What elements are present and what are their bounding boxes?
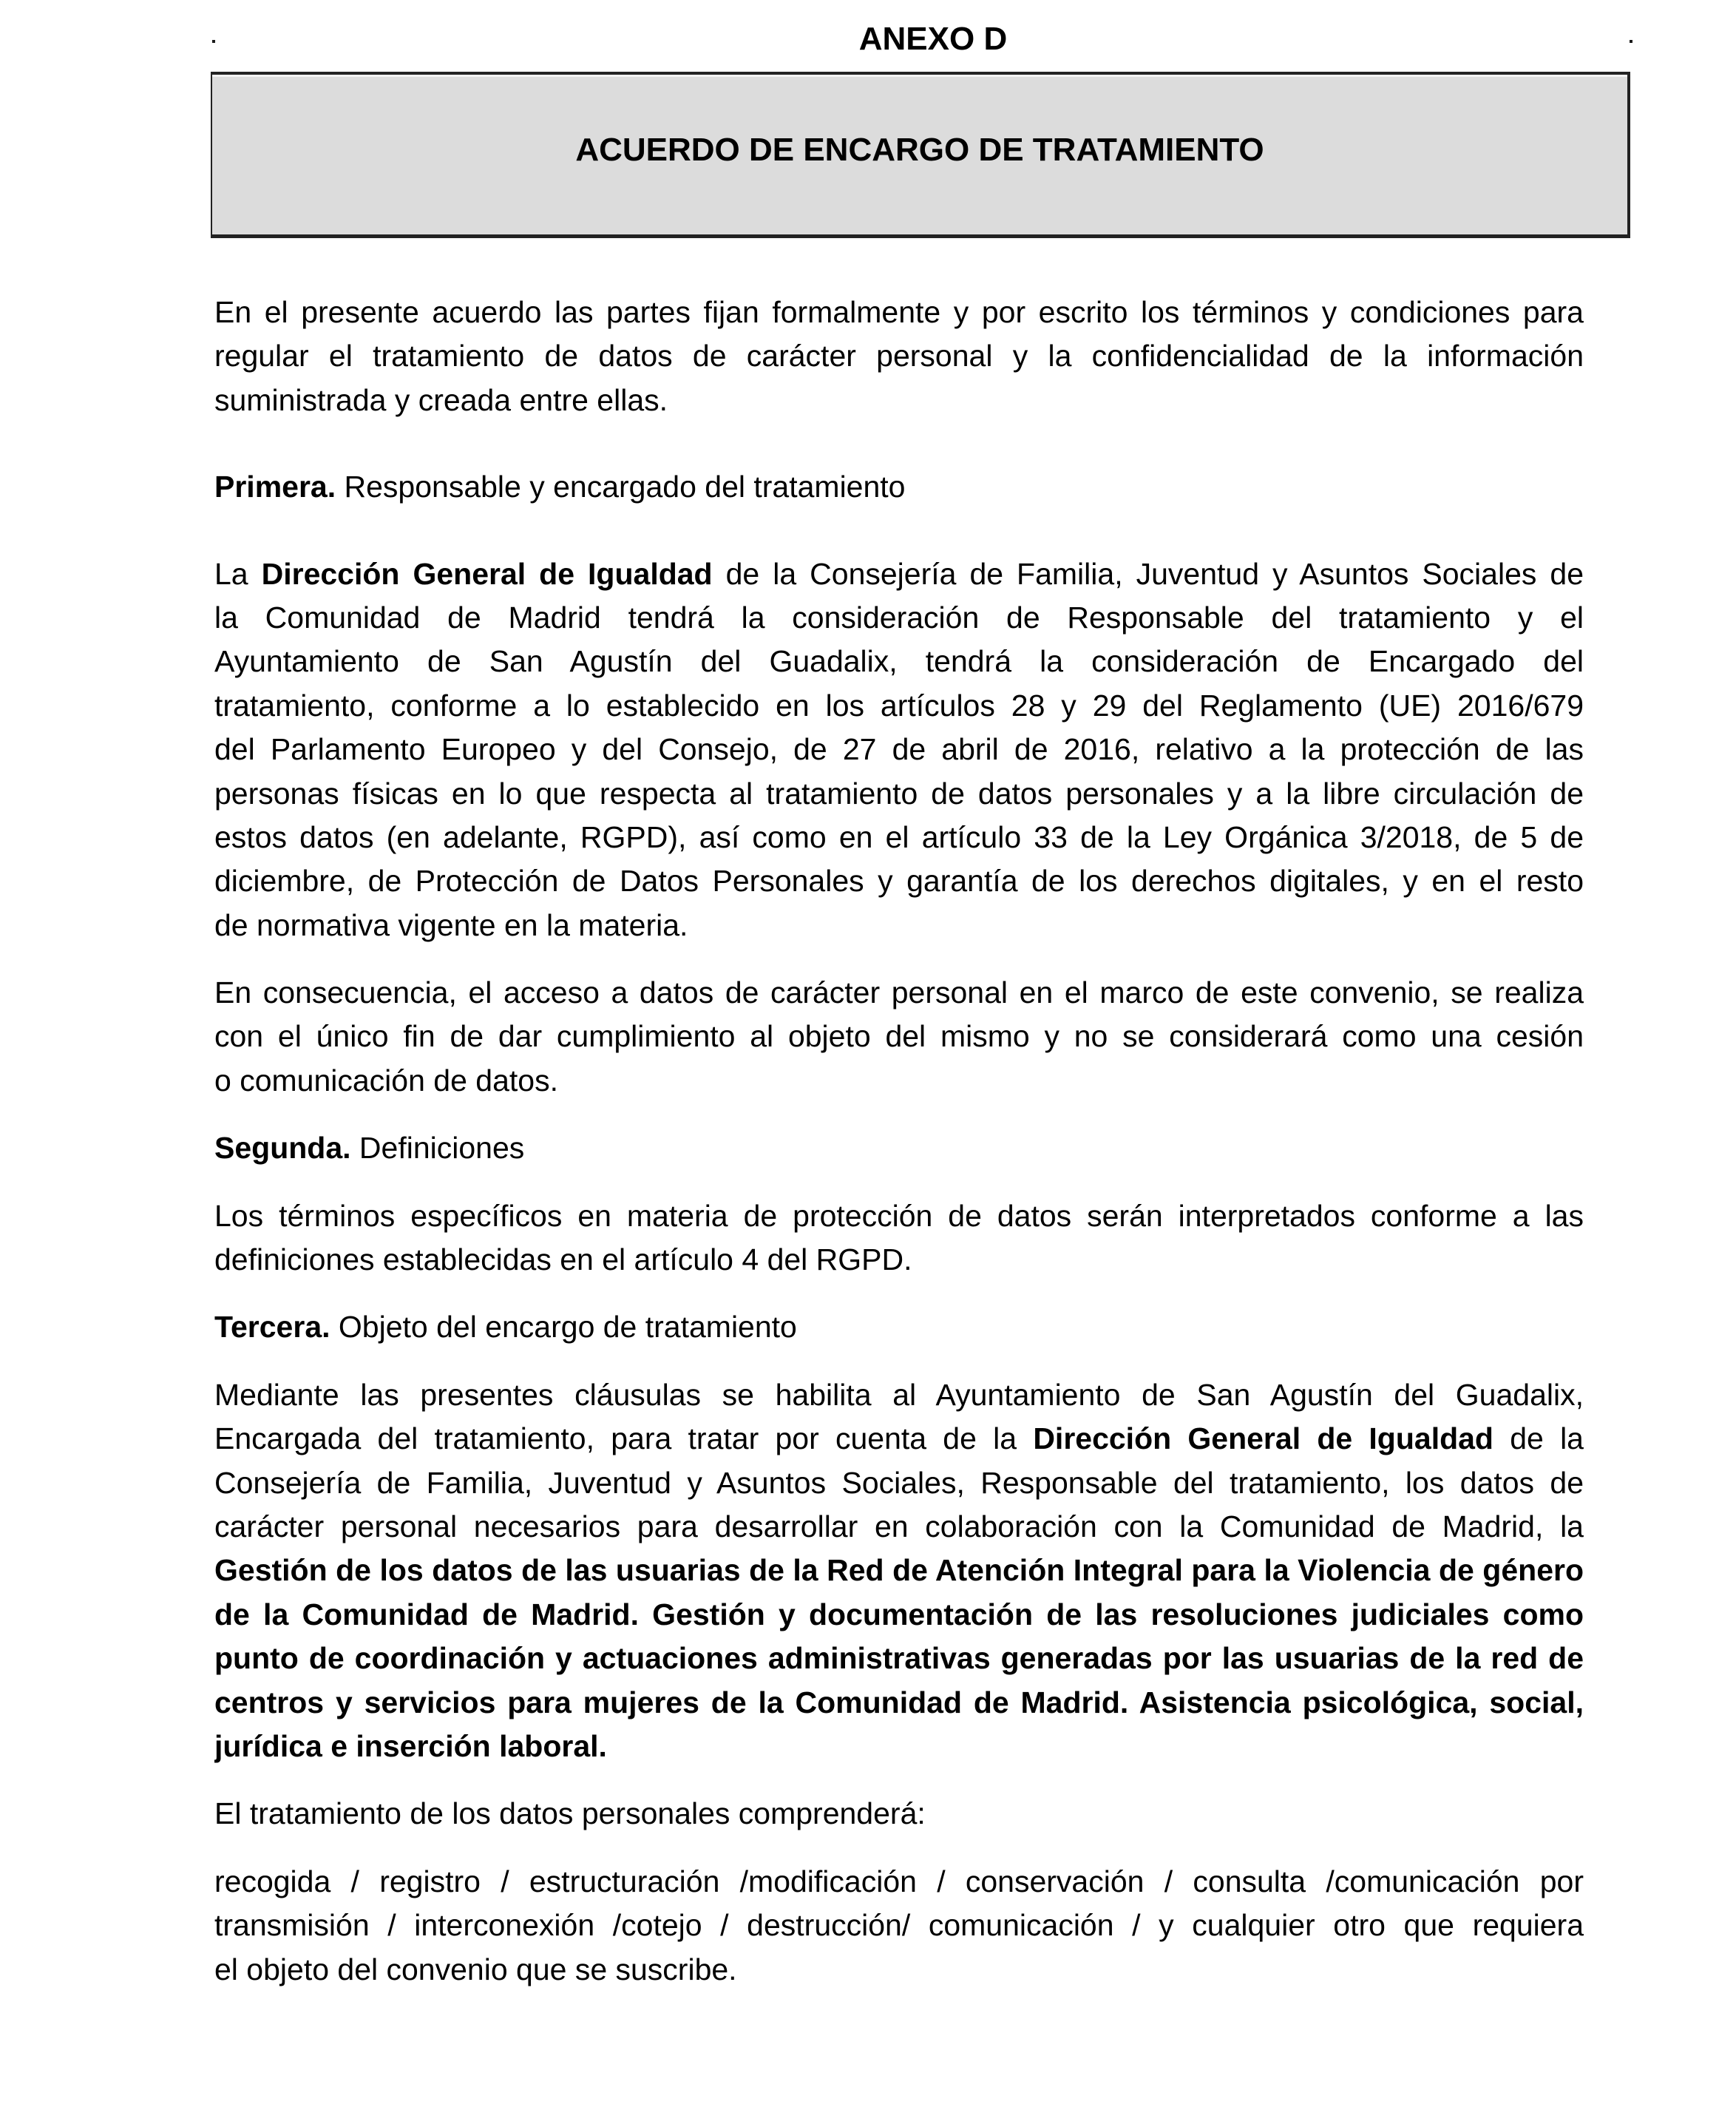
clause-number: Segunda. [214,1131,351,1166]
paragraph-spacer [214,1836,1584,1860]
clause-heading [214,1126,1584,1170]
text-line [214,379,1584,422]
text-line [214,552,1584,596]
text-line [214,1015,1584,1058]
text-line [214,904,1584,947]
bold-text: jurídica e inserción laboral. [214,1728,607,1763]
text-line [214,728,1584,771]
text-run: En el presente acuerdo las partes fijan formalmente y por escrito los términos y condiciones para [214,295,1584,329]
text-run: con el único fin de dar cumplimiento al objeto del mismo y no se considerará como una cesión [214,1019,1584,1054]
text-line [214,1860,1584,1904]
text-line [214,334,1584,378]
text-run: carácter personal necesarios para desarrollar en colaboración con la Comunidad de Madrid, la [214,1509,1584,1543]
bold-text: de la Comunidad de Madrid. Gestión y documentación de las resoluciones judiciales como [214,1597,1584,1631]
text-line [214,291,1584,334]
intro-paragraph [214,291,1584,422]
text-run: la Comunidad de Madrid tendrá la consideración de Responsable del tratamiento y el [214,600,1584,635]
text-run: Encargada del tratamiento, para tratar por cuenta de la [214,1421,1034,1456]
text-line [214,1059,1584,1103]
clause-number: Tercera. [214,1310,330,1345]
text-line [214,816,1584,859]
text-run: de la Consejería de Familia, Juventud y Asuntos Sociales de [712,556,1584,591]
clause-title: Definiciones [350,1131,525,1166]
text-line [214,971,1584,1015]
text-run: El tratamiento de los datos personales comprenderá: [214,1796,926,1831]
text-line [214,1725,1584,1768]
annex-label: ANEXO D [858,21,1008,57]
clause-paragraph [214,1373,1584,1769]
document-body [214,291,1584,1992]
text-run: transmisión / interconexión /cotejo / destrucción/ comunicación / y cualquier otro que requiera [214,1908,1584,1943]
text-run: el objeto del convenio que se suscribe. [214,1952,737,1986]
paragraph-spacer [214,1768,1584,1792]
text-line [214,1417,1584,1461]
text-run: recogida / registro / estructuración /modificación / conservación / consulta /comunicación por [214,1864,1584,1898]
text-line [214,1681,1584,1725]
bold-text: centros y servicios para mujeres de la Comunidad de Madrid. Asistencia psicológica, social, [214,1685,1584,1719]
text-run: diciembre, de Protección de Datos Personales y garantía de los derechos digitales, y en el resto [214,864,1584,899]
paragraph-spacer [214,422,1584,465]
text-line [214,1948,1584,1992]
text-run: o comunicación de datos. [214,1063,558,1097]
clause-paragraph [214,971,1584,1103]
text-run: personas físicas en lo que respecta al tratamiento de datos personales y a la libre circulación de [214,776,1584,811]
text-line [214,684,1584,728]
clauses [214,422,1584,1992]
clause-title: Objeto del encargo de tratamiento [330,1310,797,1345]
clause-paragraph [214,1792,1584,1836]
text-run: tratamiento, conforme a lo establecido en los artículos 28 y 29 del Reglamento (UE) 2016/679 [214,688,1584,723]
document-title: ACUERDO DE ENCARGO DE TRATAMIENTO [575,132,1264,168]
clause-heading [214,1305,1584,1349]
text-run: definiciones establecidas en el artículo 4 del RGPD. [214,1242,912,1277]
paragraph-spacer [214,1350,1584,1373]
text-run: estos datos (en adelante, RGPD), así como en el artículo 33 de la Ley Orgánica 3/2018, de 5 de [214,819,1584,854]
text-line [214,1238,1584,1282]
text-line [214,596,1584,640]
title-box [211,72,1630,238]
text-line [214,1593,1584,1637]
text-run: de la [1493,1421,1584,1456]
bold-text: Gestión de los datos de las usuarias de la Red de Atención Integral para la Violencia de género [214,1553,1584,1588]
text-line [214,1549,1584,1592]
text-run: Los términos específicos en materia de protección de datos serán interpretados conforme a las [214,1198,1584,1233]
text-line [214,1373,1584,1417]
text-line [214,1904,1584,1947]
bold-text: punto de coordinación y actuaciones administrativas generadas por las usuarias de la red de [214,1641,1584,1676]
text-line [214,1505,1584,1549]
text-run: Consejería de Familia, Juventud y Asuntos Sociales, Responsable del tratamiento, los datos de [214,1465,1584,1500]
clause-title: Responsable y encargado del tratamiento [336,470,906,504]
paragraph-spacer [214,510,1584,552]
text-line [214,1637,1584,1680]
paragraph-spacer [214,1103,1584,1126]
clause-paragraph [214,1860,1584,1992]
text-run: Ayuntamiento de San Agustín del Guadalix, tendrá la consideración de Encargado del [214,644,1584,679]
text-run: de normativa vigente en la materia. [214,907,688,942]
paragraph-spacer [214,1282,1584,1305]
text-line [214,1792,1584,1836]
text-run: Mediante las presentes cláusulas se habilita al Ayuntamiento de San Agustín del Guadalix, [214,1377,1584,1412]
text-run: suministrada y creada entre ellas. [214,382,668,417]
text-line [214,640,1584,683]
clause-paragraph [214,1194,1584,1282]
text-line [214,859,1584,903]
bold-text: Dirección General de Igualdad [261,556,713,591]
clause-paragraph [214,552,1584,948]
paragraph-spacer [214,947,1584,971]
bold-text: Dirección General de Igualdad [1033,1421,1493,1456]
clause-heading [214,465,1584,509]
text-run: En consecuencia, el acceso a datos de carácter personal en el marco de este convenio, se realiza [214,975,1584,1010]
text-line [214,1461,1584,1505]
text-line [214,1194,1584,1238]
text-run: La [214,556,262,591]
paragraph-spacer [214,1171,1584,1194]
clause-number: Primera. [214,470,336,504]
text-line [214,772,1584,816]
text-run: del Parlamento Europeo y del Consejo, de 27 de abril de 2016, relativo a la protección de las [214,732,1584,767]
text-run: regular el tratamiento de datos de carácter personal y la confidencialidad de la información [214,339,1584,373]
